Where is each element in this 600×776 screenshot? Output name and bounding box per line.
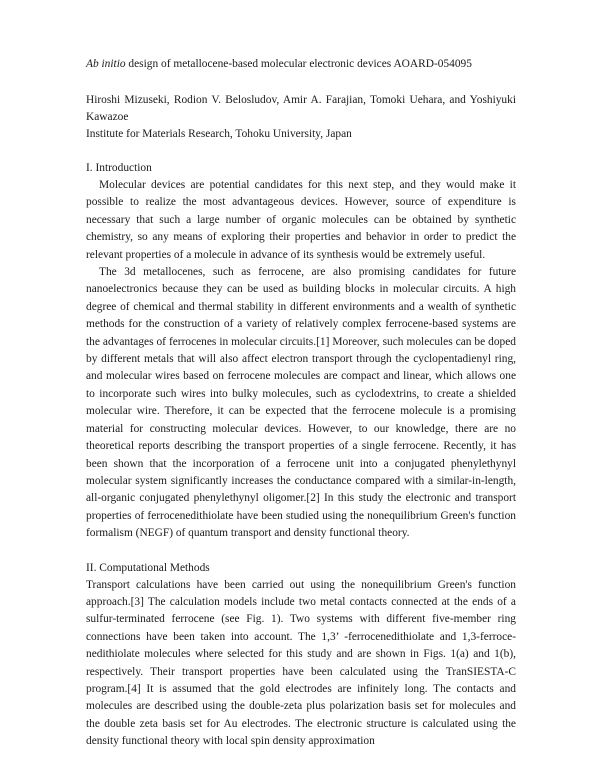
section-spacer bbox=[86, 543, 516, 560]
paragraph: The 3d metallocenes, such as ferrocene, are also promising candidates for future nanoelectronics because they can be used as building blocks in molecular circuits. A high degree of chemical and thermal stability in different environments and a wealth of synthetic methods for the construction of a variety of relatively complex ferrocene-based systems are the advantages of ferrocenes in molecular circuits.[1] Moreover, such molecules can be doped by different metals that will also affect electron transport through the cyclopentadienyl ring, and molecular wires based on ferrocene molecules are compact and linear, which allows one to incorporate such wires into bulky molecules, such as cyclodextrins, to create a shielded molecular wire. Therefore, it can be expected that the ferrocene molecule is a promising material for constructing molecular devices. However, to our knowledge, there are no theoretical reports describing the transport properties of a single ferrocene. Recently, it has been shown that the incorporation of a ferrocene unit into a conjugated phenylethynyl molecular system significantly increases the conductance compared with a similar-in-length, all-organic conjugated phenylethynyl oligomer.[2] In this study the electronic and transport properties of ferrocenedithiolate have been studied using the nonequilibrium Green's function formalism (NEGF) of quantum transport and density functional theory. bbox=[86, 266, 516, 540]
section-heading: I. Introduction bbox=[86, 162, 152, 174]
paper-title-italic: Ab initio bbox=[86, 58, 126, 70]
paper-title-rest: design of metallocene-based molecular electronic devices AOARD-054095 bbox=[125, 58, 472, 70]
affiliation: Institute for Materials Research, Tohoku University, Japan bbox=[86, 128, 352, 140]
section-computational-methods bbox=[86, 560, 516, 751]
paper-title bbox=[86, 56, 516, 73]
paragraph: Molecular devices are potential candidates for this next step, and they would make it possible to realize the most advantageous devices. However, source of expenditure is necessary that such a large number of organic molecules can be obtained by synthetic chemistry, so any means of exploring their properties and behavior in order to predict the relevant properties of a molecule in advance of its synthesis would be extremely useful. bbox=[86, 179, 516, 261]
paragraph: Transport calculations have been carried out using the nonequilibrium Green's function approach.[3] The calculation models include two metal contacts connected at the ends of a sulfur-terminated ferrocene (see Fig. 1). Two systems with different five-member ring connections have been taken into account. The 1,3’ -ferrocenedithiolate and 1,3-ferroce-nedithiolate molecules where selected for this study and are shown in Figs. 1(a) and 1(b), respectively. Their transport properties have been calculated using the TranSIESTA-C program.[4] It is assumed that the gold electrodes are infinitely long. The contacts and molecules are described using the double-zeta plus polarization basis set for molecules and the double zeta basis set for Au electrodes. The electronic structure is calculated using the density functional theory with local spin density approximation bbox=[86, 578, 516, 748]
section-introduction bbox=[86, 160, 516, 543]
author-list: Hiroshi Mizuseki, Rodion V. Belosludov, Amir A. Farajian, Tomoki Uehara, and Yoshiyuki Kawazoe bbox=[86, 94, 516, 123]
section-heading: II. Computational Methods bbox=[86, 561, 210, 574]
